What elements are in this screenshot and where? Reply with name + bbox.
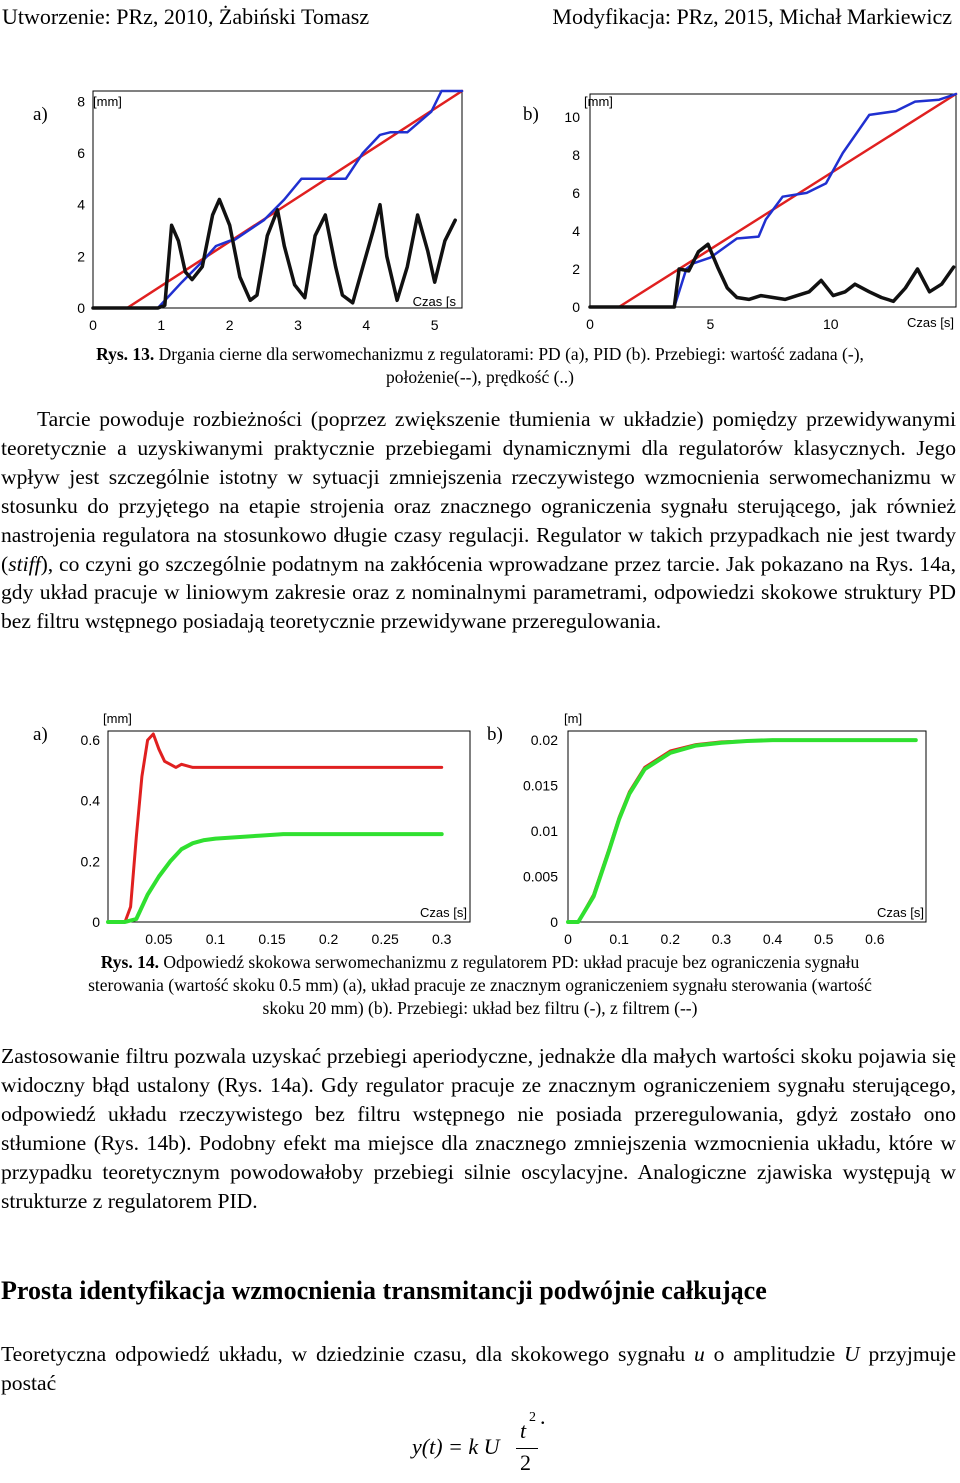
fig13a-xtick-label: 3 xyxy=(294,317,302,333)
fig14a-xtick-label: 0.2 xyxy=(318,931,339,947)
fig14a-xtick-label: 0.25 xyxy=(371,931,399,947)
fig14a-xtick-label: 0.3 xyxy=(431,931,452,947)
fig13a-ytick-label: 8 xyxy=(77,93,85,110)
fig14b-panel-label: b) xyxy=(487,724,503,745)
paragraph-1-text-b: ), co czyni go szczególnie podatnym na zakłócenia wprowadzane przez tarcie. Jak pokazano na Rys. 14a, gdy układ pracuje w liniowym zakresie oraz z nominalnymi parametrami, odpowiedzi skokowe struktury PD bez filtru wstępnego posiadają teoretycznie przewidywane przeregulowania. xyxy=(1,551,956,634)
formula-lhs: y(t) = k U xyxy=(412,1434,500,1459)
fig14b-xtick-label: 0 xyxy=(564,931,572,947)
fig13-caption-line1: Drgania cierne dla serwomechanizmu z regulatorami: PD (a), PID (b). Przebiegi: wartość zadana (-), xyxy=(154,344,864,364)
fig14b-ytick-label: 0.01 xyxy=(530,823,558,840)
fig14-caption xyxy=(0,951,960,1020)
fig13a-ytick-label: 4 xyxy=(77,196,85,213)
fig13b-unit-label: [mm] xyxy=(584,94,613,109)
paragraph-1-text-a: Tarcie powoduje rozbieżności (poprzez zwiększenie tłumienia w układzie) pomiędzy przewidywanymi teoretycznie a uzyskiwanymi praktycznie przebiegami dynamicznymi dla regulatorów klasycznych. Jego wpływ jest szczególnie istotny w sytuacji zmniejszenia rzeczywistego wzmocnienia serwomechanizmu w stosunku do przyjętego na etapie strojenia oraz znacznego ograniczenia sygnału sterującego, jak również nastrojenia regulatora na stosunkowo długie czasy regulacji. Regulator w takich przypadkach nie jest twardy ( xyxy=(1,407,956,576)
paragraph-2: Zastosowanie filtru pozwala uzyskać przebiegi aperiodyczne, jednakże dla małych wartości skoku pojawia się widoczny błąd ustalony (Rys. 14a). Gdy regulator pracuje ze znacznym ograniczeniem sygnału sterującego, odpowiedź układu rzeczywistego bez filtru wstępnego nie posiada przeregulowania, gdyż zostało ono stłumione (Rys. 14b). Podobny efekt ma miejsce dla znacznego zmniejszenia wzmocnienia układu, które w przypadku teoretycznym powodowałoby przebiegi silnie oscylacyjne. Analogiczne zjawiska występują w strukturze z regulatorem PID. xyxy=(1,1044,956,1213)
fig13a-xaxis-label: Czas [s xyxy=(412,294,456,309)
formula-dot: . xyxy=(540,1404,546,1429)
fig13b-panel-label: b) xyxy=(523,104,539,125)
fig14a-ytick-label: 0.4 xyxy=(80,792,100,809)
fig14b-xtick-label: 0.3 xyxy=(711,931,732,947)
fig13b-ytick-label: 8 xyxy=(572,146,580,163)
section-heading: Prosta identyfikacja wzmocnienia transmitancji podwójnie całkujące xyxy=(1,1276,767,1305)
fig14-caption-number: Rys. 14. xyxy=(100,952,159,972)
fig14-caption-line3: skoku 20 mm) (b). Przebiegi: układ bez filtru (-), z filtrem (--) xyxy=(262,998,698,1018)
fig13a-unit-label: [mm] xyxy=(93,94,122,109)
fig14b-xtick-label: 0.2 xyxy=(660,931,681,947)
fig13b-ytick-label: 0 xyxy=(572,299,580,315)
fig14a-xaxis-label: Czas [s] xyxy=(420,905,467,920)
formula xyxy=(412,1404,546,1480)
fig13b-xtick-label: 10 xyxy=(823,316,839,332)
fig13b-ytick-label: 4 xyxy=(572,222,580,239)
fig13b-xaxis-label: Czas [s] xyxy=(907,315,954,330)
formula-exponent: 2 xyxy=(529,1410,536,1425)
header-right: Modyfikacja: PRz, 2015, Michał Markiewicz xyxy=(552,4,952,29)
fig14a-xtick-label: 0.1 xyxy=(205,931,226,947)
fig14a-ytick-label: 0.2 xyxy=(80,853,100,870)
paragraph-3-var-U: U xyxy=(844,1342,860,1366)
fig13b-ytick-label: 10 xyxy=(564,108,580,125)
fig14b-xtick-label: 0.4 xyxy=(762,931,783,947)
fig14b-xtick-label: 0.1 xyxy=(609,931,629,947)
formula-numerator: t xyxy=(520,1418,527,1443)
fig14a-ytick-label: 0.6 xyxy=(80,732,100,749)
header-left: Utworzenie: PRz, 2010, Żabiński Tomasz xyxy=(2,4,370,29)
fig13a-panel-label: a) xyxy=(33,104,48,125)
fig14b-ytick-label: 0.015 xyxy=(522,777,558,794)
fig14b-series-2-line xyxy=(568,740,916,922)
paragraph-3-part3: przyjmuje postać xyxy=(1,1342,957,1395)
fig13a-xtick-label: 5 xyxy=(430,317,439,333)
fig14a-ytick-label: 0 xyxy=(92,914,100,930)
fig14b-frame xyxy=(568,731,926,922)
paragraph-3-part1: Teoretyczna odpowiedź układu, w dziedzinie czasu, dla skokowego sygnału xyxy=(1,1342,695,1366)
fig13-caption-line2: położenie(--), prędkość (..) xyxy=(385,367,575,387)
fig13a-ytick-label: 0 xyxy=(77,300,85,316)
fig14b-xtick-label: 0.5 xyxy=(813,931,834,947)
fig13a-ytick-label: 2 xyxy=(77,248,85,265)
paragraph-1-italic: stiff xyxy=(8,551,41,576)
formula-denominator: 2 xyxy=(520,1450,531,1475)
fig13b-ytick-label: 2 xyxy=(572,260,580,277)
fig13b-ytick-label: 6 xyxy=(572,184,580,201)
fig13b-xtick-label: 0 xyxy=(586,316,594,332)
fig14-caption-line1: Odpowiedź skokowa serwomechanizmu z regulatorem PD: układ pracuje bez ograniczenia sygnału xyxy=(158,952,860,972)
fig14b-unit-label: [m] xyxy=(564,711,583,726)
fig14b-xaxis-label: Czas [s] xyxy=(877,905,924,920)
paragraph-3 xyxy=(1,1340,956,1398)
fig13b-xtick-label: 5 xyxy=(706,316,715,332)
fig13-caption-number: Rys. 13. xyxy=(96,344,155,364)
fig13a-ytick-label: 6 xyxy=(77,145,85,161)
fig14a-panel-label: a) xyxy=(33,724,48,745)
fig14b-ytick-label: 0.02 xyxy=(530,732,558,749)
fig14b-ytick-label: 0.005 xyxy=(522,868,558,885)
fig14b-xtick-label: 0.6 xyxy=(865,931,885,947)
paragraph-3-var-u: u xyxy=(694,1342,705,1366)
fig14a-xtick-label: 0.15 xyxy=(258,931,286,947)
fig13a-xtick-label: 2 xyxy=(225,317,234,333)
fig14-caption-line2: sterowania (wartość skoku 0.5 mm) (a), układ pracuje ze znacznym ograniczeniem sygnału sterowania (wartość xyxy=(88,975,872,995)
paragraph-3-part2: o amplitudzie xyxy=(704,1342,845,1366)
fig13a-xtick-label: 4 xyxy=(362,317,371,333)
fig13a-xtick-label: 1 xyxy=(157,317,166,333)
fig14b-series-1-line xyxy=(568,740,916,922)
formula-fraction-bar xyxy=(516,1448,538,1449)
fig13a-xtick-label: 0 xyxy=(89,317,97,333)
fig14a-unit-label: [mm] xyxy=(103,711,132,726)
fig14a-xtick-label: 0.05 xyxy=(145,931,173,947)
fig14b-ytick-label: 0 xyxy=(550,914,558,930)
